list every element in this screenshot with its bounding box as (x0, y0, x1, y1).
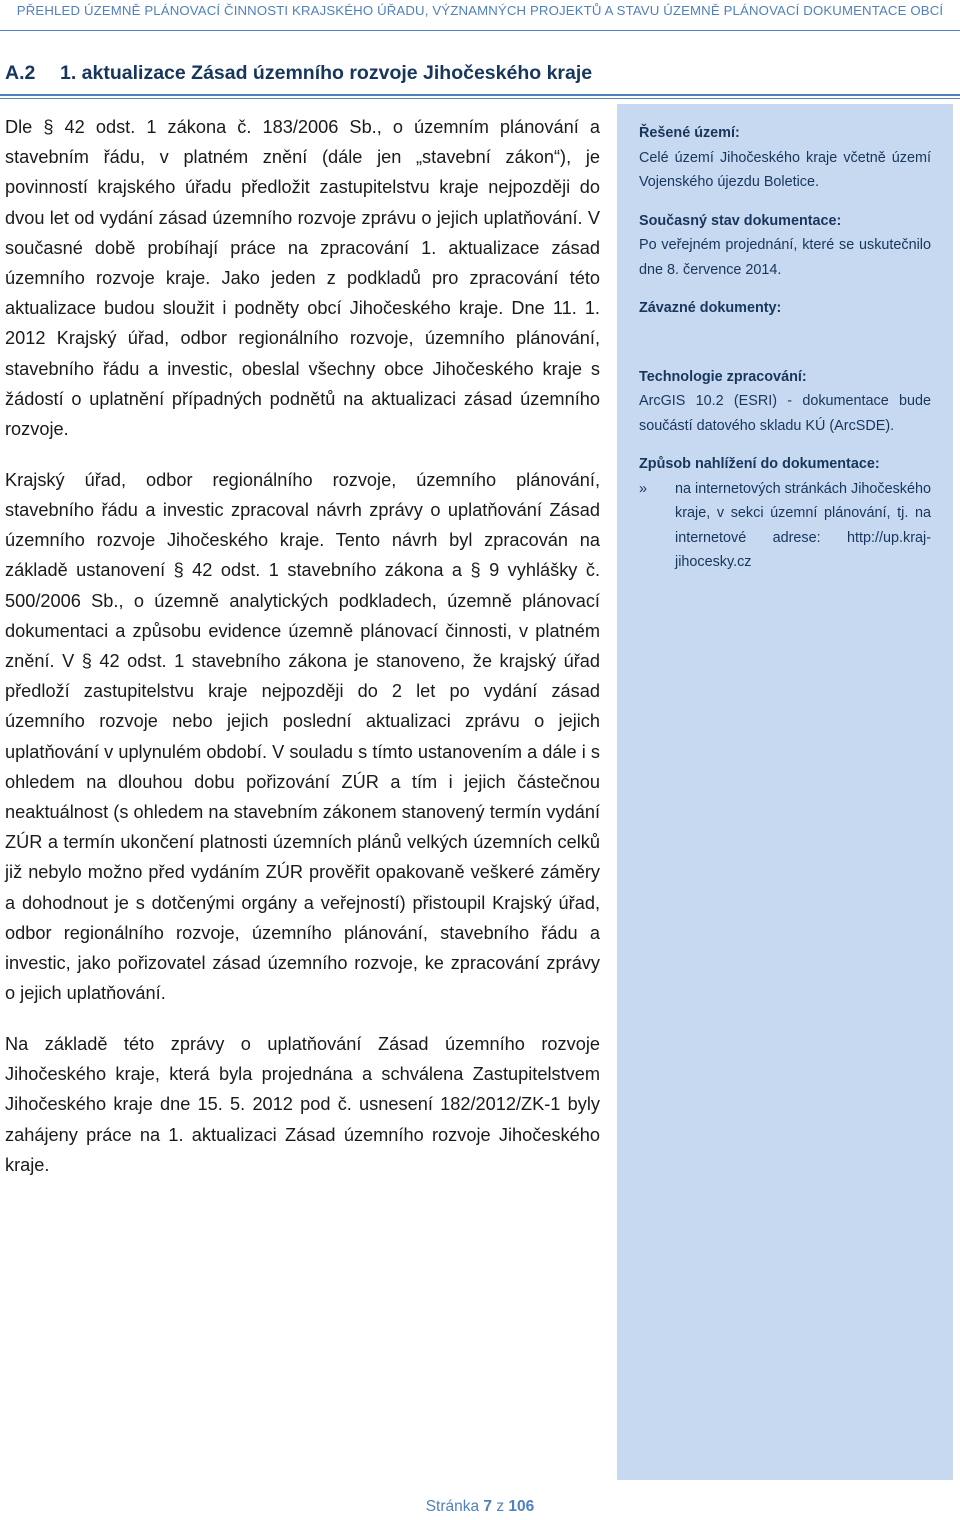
territory-block (639, 121, 931, 195)
section-heading (5, 62, 592, 85)
heading-divider-thin (0, 98, 960, 99)
heading-divider (0, 94, 960, 96)
paragraph: Krajský úřad, odbor regionálního rozvoje, územního plánování, stavebního řádu a investic zpracoval návrh zprávy o uplatňování Zásad územního rozvoje Jihočeského kraje. Tento návrh byl zpracován na základě ustanovení § 42 odst. 1 stavebního zákona a § 9 vyhlášky č. 500/2006 Sb., o územně analytických podkladech, územně plánovací dokumentaci a způsobu evidence územně plánovací činnosti, v platném znění. V § 42 odst. 1 stavebního zákona je stanoveno, že krajský úřad předloží zastupitelstvu kraje nejpozději do 2 let po vydání zásad územního rozvoje nebo jejich poslední aktualizaci zprávu o jejich uplatňování v uplynulém období. V souladu s tímto ustanovením a dále i s ohledem na dlouhou dobu pořizování ZÚR a tím i jejich částečnou neaktuálnost (s ohledem na stavebním zákonem stanovený termín vydání ZÚR a termín ukončení platnosti územních plánů velkých územních celků již nebylo možno před vydáním ZÚR prověřit opakovaně veškeré záměry a dohodnout je s dotčenými orgány a veřejností) přistoupil Krajský úřad, odbor regionálního rozvoje, územního plánování, stavebního řádu a investic, jako pořizovatel zásad územního rozvoje, ke zpracování zprávy o jejich uplatňování. (5, 469, 600, 1004)
status-block (639, 209, 931, 283)
page-footer (0, 1498, 960, 1516)
paragraph: Dle § 42 odst. 1 zákona č. 183/2006 Sb., o územním plánování a stavebním řádu, v platném znění (dále jen „stavební zákon“), je povinností krajského úřadu předložit zastupitelstvu kraje nejpozději do dvou let od vydání zásad územního rozvoje zprávu o jejich uplatňování. V současné době probíhají práce na zpracování 1. aktualizace zásad územního rozvoje kraje. Jako jeden z podkladů pro zpracování této aktualizace budou sloužit i podněty obcí Jihočeského kraje. Dne 11. 1. 2012 Krajský úřad, odbor regionálního rozvoje, územního plánování, stavebního řádu a investic, obeslal všechny obce Jihočeského kraje s žádostí o uplatnění případných podnětů na aktualizaci zásad územního rozvoje. (5, 117, 600, 440)
section-title: 1. aktualizace Zásad územního rozvoje Jihočeského kraje (60, 62, 593, 84)
sidebar-content (639, 121, 931, 589)
paragraph: Na základě této zprávy o uplatňování Zásad územního rozvoje Jihočeského kraje, která byla projednána a schválena Zastupitelstvem Jihočeského kraje dne 15. 5. 2012 pod č. usnesení 182/2012/ZK-1 byly zahájeny práce na 1. aktualizaci Zásad územního rozvoje Jihočeského kraje. (5, 1033, 600, 1175)
territory-value: Celé území Jihočeského kraje včetně území Vojenského újezdu Boletice. (639, 149, 931, 190)
access-list (639, 477, 931, 575)
status-label: Současný stav dokumentace: (639, 212, 842, 229)
technology-label: Technologie zpracování: (639, 368, 807, 385)
access-block (639, 452, 931, 575)
list-item (639, 477, 931, 575)
technology-block (639, 365, 931, 439)
technology-value: ArcGIS 10.2 (ESRI) - dokumentace bude součástí datového skladu KÚ (ArcSDE). (639, 393, 931, 434)
access-item-text: na internetových stránkách Jihočeského kraje, v sekci územní plánování, tj. na internetové adrese: http://up.kraj-jihocesky.cz (675, 480, 931, 570)
access-label: Způsob nahlížení do dokumentace: (639, 456, 880, 472)
running-header: PŘEHLED ÚZEMNĚ PLÁNOVACÍ ČINNOSTI KRAJSKÉHO ÚŘADU, VÝZNAMNÝCH PROJEKTŮ A STAVU ÚZEMNĚ PLÁNOVACÍ DOKUMENTACE OBCÍ (16, 3, 944, 18)
header-divider (0, 30, 960, 31)
page-of: z (496, 1498, 505, 1515)
section-number: A.2 (5, 62, 36, 84)
page-word: Stránka (425, 1498, 480, 1515)
territory-label: Řešené území: (639, 125, 740, 141)
info-sidebar (617, 104, 953, 1480)
status-value: Po veřejném projednání, které se uskutečnilo dne 8. července 2014. (639, 237, 931, 278)
binding-label: Závazné dokumenty: (639, 300, 782, 316)
bullet-icon: » (639, 480, 648, 497)
main-text (5, 112, 600, 1180)
page-total: 106 (508, 1498, 535, 1515)
page-current: 7 (483, 1498, 493, 1515)
binding-block (639, 296, 931, 321)
